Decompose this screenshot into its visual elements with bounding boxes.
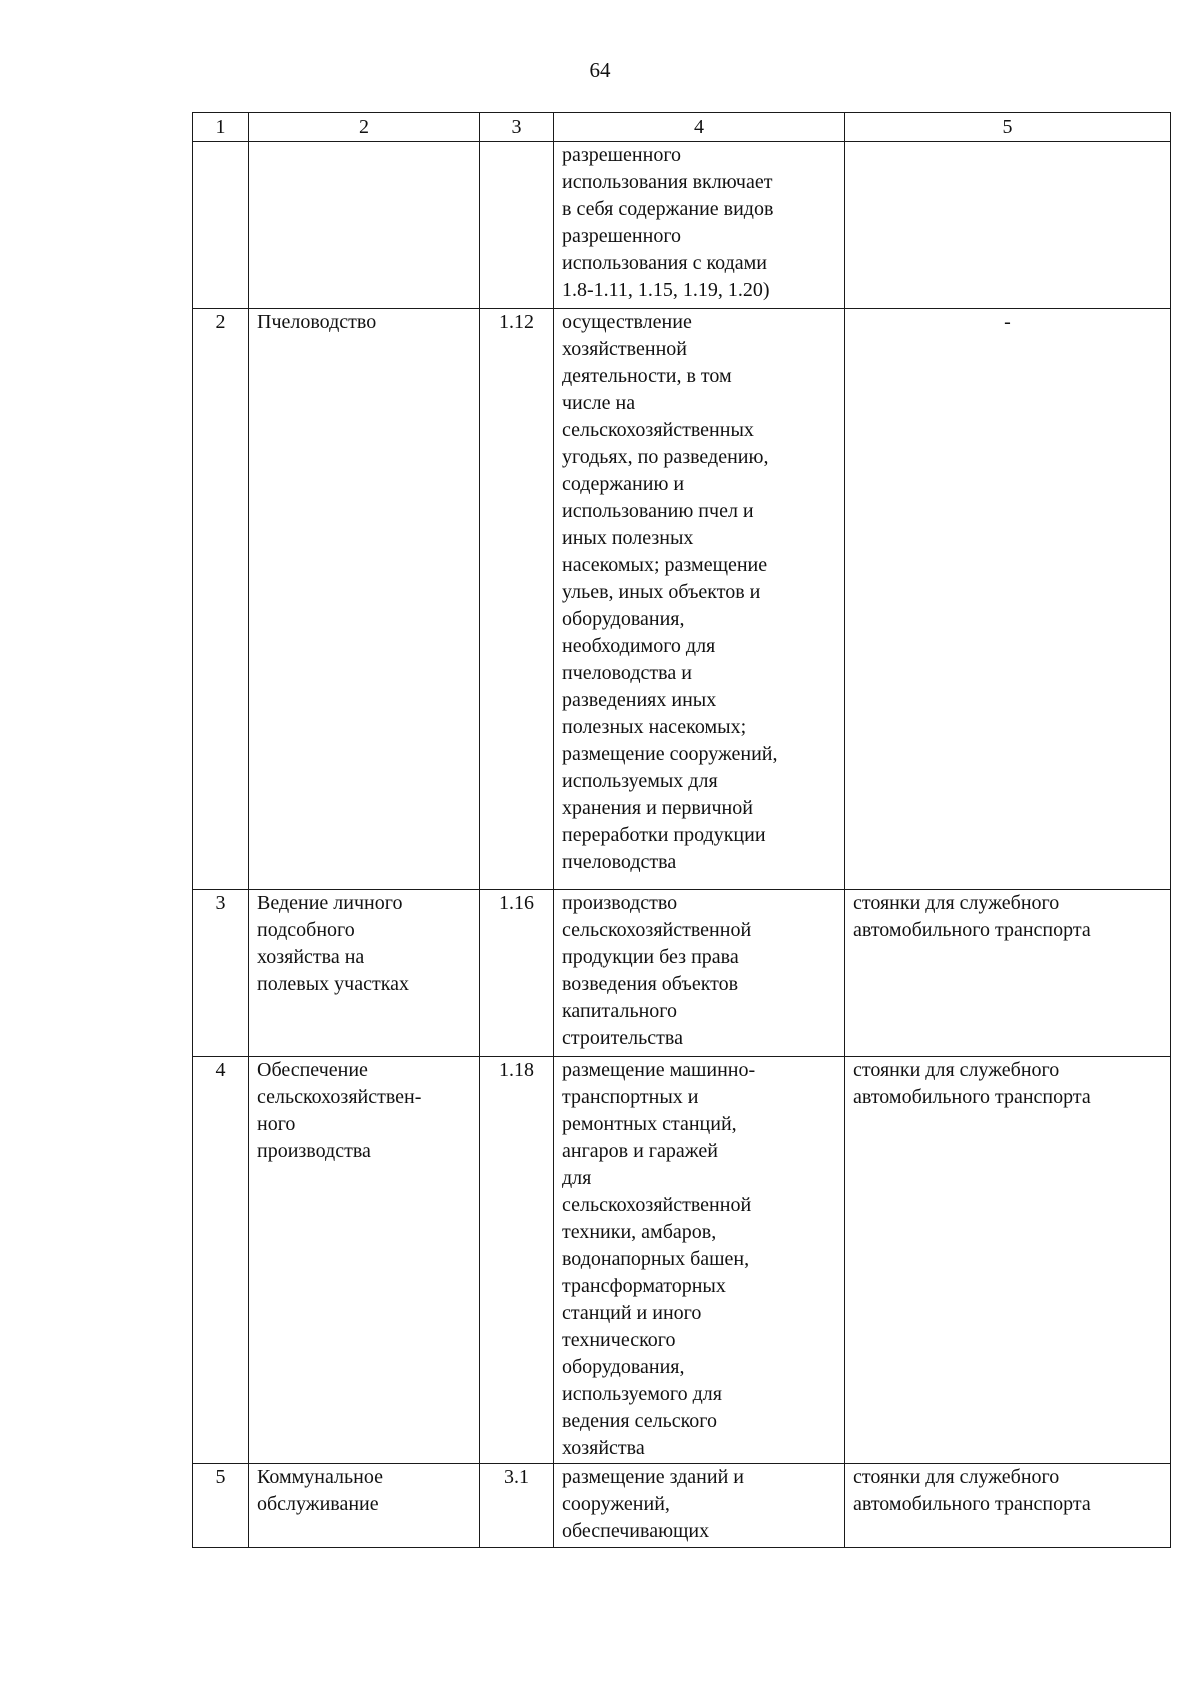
row-code-cell (480, 309, 554, 890)
row-code-cell (480, 890, 554, 1057)
table-row (193, 1057, 1171, 1464)
row-name: Пчеловодство (257, 311, 377, 333)
row-number-cell (193, 142, 249, 309)
row-description-cell (554, 142, 845, 309)
row-code-cell (480, 1464, 554, 1548)
row-notes: стоянки для служебного автомобильного транспорта (853, 1466, 1091, 1515)
land-use-table (192, 112, 1171, 1548)
row-number: 2 (215, 311, 226, 333)
row-description: разрешенного использования включает в себя содержание видов разрешенного использования с кодами 1.8-1.11, 1.15, 1.19, 1.20) (562, 144, 774, 301)
row-number-cell (193, 1057, 249, 1464)
row-description-cell (554, 309, 845, 890)
row-code: 3.1 (504, 1466, 529, 1488)
row-name: Ведение личного подсобного хозяйства на полевых участках (257, 892, 410, 995)
table-row (193, 1464, 1171, 1548)
row-number-cell (193, 1464, 249, 1548)
row-description-cell (554, 1464, 845, 1548)
column-header-description: 4 (554, 113, 845, 142)
row-notes-cell (845, 142, 1171, 309)
table-header-row (193, 113, 1171, 142)
row-notes-cell (845, 309, 1171, 890)
row-description: размещение машинно- транспортных и ремонтных станций, ангаров и гаражей для сельскохозяйственной техники, амбаров, водонапорных башен, трансформаторных станций и иного технического оборудования, используемого для ведения сельского хозяйства (562, 1059, 756, 1459)
row-number: 3 (215, 892, 226, 914)
row-notes: стоянки для служебного автомобильного транспорта (853, 1059, 1091, 1108)
row-name-cell (249, 142, 480, 309)
row-notes: - (1004, 311, 1011, 333)
row-name-cell (249, 1057, 480, 1464)
row-notes-cell (845, 1057, 1171, 1464)
row-notes: стоянки для служебного автомобильного транспорта (853, 892, 1091, 941)
page-number: 64 (589, 58, 611, 82)
row-description-cell (554, 1057, 845, 1464)
row-name-cell (249, 309, 480, 890)
row-description: производство сельскохозяйственной продукции без права возведения объектов капитального строительства (562, 892, 752, 1049)
row-number: 5 (215, 1466, 226, 1488)
row-name-cell (249, 890, 480, 1057)
row-code-cell (480, 1057, 554, 1464)
column-header-number: 1 (193, 113, 249, 142)
row-name-cell (249, 1464, 480, 1548)
row-description: размещение зданий и сооружений, обеспечивающих (562, 1466, 744, 1542)
row-name: Коммунальное обслуживание (257, 1466, 383, 1515)
row-number-cell (193, 890, 249, 1057)
row-notes-cell (845, 890, 1171, 1057)
table-row (193, 890, 1171, 1057)
column-header-notes: 5 (845, 113, 1171, 142)
row-number-cell (193, 309, 249, 890)
row-code: 1.16 (499, 892, 534, 914)
row-notes-cell (845, 1464, 1171, 1548)
table-row (193, 142, 1171, 309)
row-code-cell (480, 142, 554, 309)
row-code: 1.12 (499, 311, 534, 333)
row-description-cell (554, 890, 845, 1057)
row-description: осуществление хозяйственной деятельности, в том числе на сельскохозяйственных угодьях, по разведению, содержанию и использованию пчел и иных полезных насекомых; размещение ульев, иных объектов и оборудования, необходимого для пчеловодства и разведениях иных полезных насекомых; размещение сооружений, используемых для хранения и первичной переработки продукции пчеловодства (562, 311, 778, 873)
row-name: Обеспечение сельскохозяйствен- ного производства (257, 1059, 422, 1162)
row-code: 1.18 (499, 1059, 534, 1081)
column-header-code: 3 (480, 113, 554, 142)
row-number: 4 (215, 1059, 226, 1081)
column-header-name: 2 (249, 113, 480, 142)
table-row (193, 309, 1171, 890)
